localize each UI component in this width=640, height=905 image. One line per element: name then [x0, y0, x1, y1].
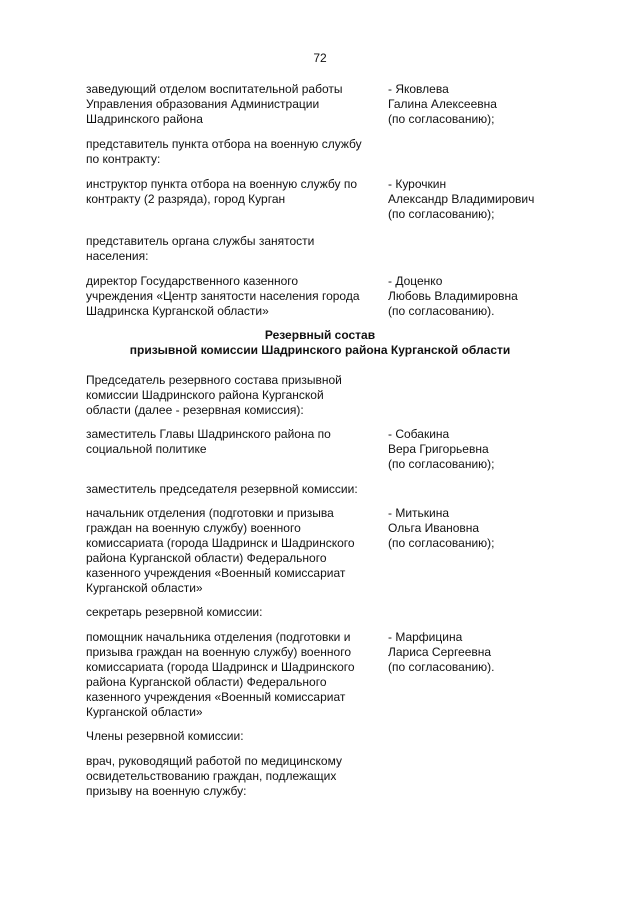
- position-zav-otdelom: заведующий отделом воспитательной работы Управления образования Администрации Шадринского района: [86, 82, 343, 126]
- page-number: 72: [313, 51, 327, 65]
- position-zam-glavy: заместитель Главы Шадринского района по социальной политике: [86, 427, 331, 456]
- member-mitkina: - Митькина Ольга Ивановна (по согласованию);: [388, 506, 495, 550]
- position-instruktor: инструктор пункта отбора на военную службу по контракту (2 разряда), город Курган: [86, 177, 358, 206]
- section-label-zanyatost: представитель органа службы занятости населения:: [86, 234, 315, 263]
- member-yakovleva: - Яковлева Галина Алексеевна (по согласованию);: [388, 82, 497, 126]
- member-docenko: - Доценко Любовь Владимировна (по согласованию).: [388, 274, 518, 318]
- section-label-sekretar: секретарь резервной комиссии:: [86, 605, 263, 619]
- reserve-heading: Резервный состав призывной комиссии Шадринского района Курганской области: [129, 328, 511, 357]
- position-vrach: врач, руководящий работой по медицинскому освидетельствованию граждан, подлежащих призыву на военную службу:: [86, 754, 342, 798]
- section-label-punkt-otbora: представитель пункта отбора на военную службу по контракту:: [86, 137, 362, 166]
- section-label-zam-predsedatelya: заместитель председателя резервной комиссии:: [86, 482, 358, 496]
- position-nachalnik-otdeleniya: начальник отделения (подготовки и призыва граждан на военную службу) военного комиссариата (города Шадринск и Шадринского района Курганской области) Федерального казенного учреждения «Военный комиссариат Курганской области»: [86, 506, 355, 595]
- member-kurochkin: - Курочкин Александр Владимирович (по согласованию);: [388, 177, 535, 221]
- position-direktor-czn: директор Государственного казенного учреждения «Центр занятости населения города Шадринска Курганской области»: [86, 274, 360, 318]
- position-pomoshnik: помощник начальника отделения (подготовки и призыва граждан на военную службу) военного комиссариата (города Шадринск и Шадринского района Курганской области) Федерального казенного учреждения «Военный комиссариат Курганской области»: [86, 630, 355, 719]
- reserve-chairman-label: Председатель резервного состава призывной комиссии Шадринского района Курганской области (далее - резервная комиссия):: [86, 373, 342, 417]
- section-label-chleny: Члены резервной комиссии:: [86, 729, 244, 743]
- member-sobakina: - Собакина Вера Григорьевна (по согласованию);: [388, 427, 495, 471]
- member-marficina: - Марфицина Лариса Сергеевна (по согласованию).: [388, 630, 495, 674]
